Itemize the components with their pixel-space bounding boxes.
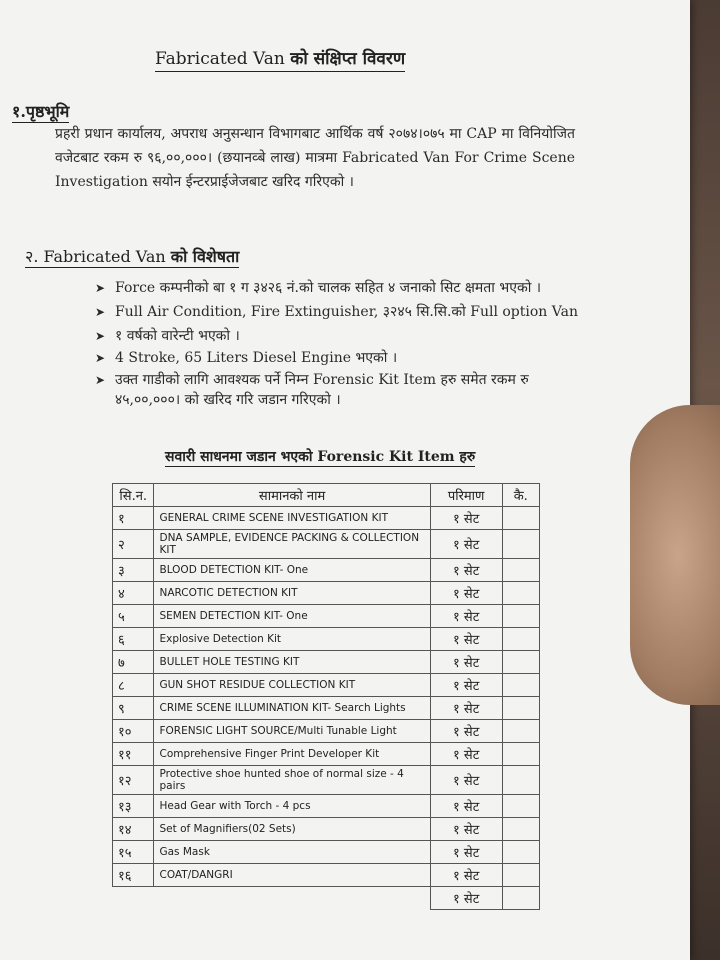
- cell-sn: ५: [113, 605, 154, 628]
- forensic-kit-table: [112, 483, 540, 910]
- table-row: [113, 743, 540, 766]
- cell-qty: १ सेट: [430, 651, 502, 674]
- table-row: [113, 628, 540, 651]
- column-header-sn: सि.न.: [113, 484, 154, 507]
- table-row: [113, 697, 540, 720]
- cell-qty: १ सेट: [430, 720, 502, 743]
- features-list: [95, 278, 595, 412]
- cell-qty: १ सेट: [430, 628, 502, 651]
- table-header-row: [113, 484, 540, 507]
- feature-item: ➤ Full Air Condition, Fire Extinguisher, ३२४५ सि.सि.को Full option Van: [95, 302, 595, 322]
- cell-sn: ११: [113, 743, 154, 766]
- section-heading-background: १.पृष्ठभूमि: [12, 102, 70, 121]
- table-row: [113, 674, 540, 697]
- cell-remarks: [502, 864, 539, 887]
- cell-name: BLOOD DETECTION KIT- One: [154, 559, 430, 582]
- cell-remarks: [502, 582, 539, 605]
- cell-remarks: [502, 841, 539, 864]
- cell-name: NARCOTIC DETECTION KIT: [154, 582, 430, 605]
- cell-extra: [113, 887, 154, 910]
- table-row: [113, 605, 540, 628]
- cell-sn: १०: [113, 720, 154, 743]
- cell-remarks: [502, 530, 539, 559]
- cell-sn: ६: [113, 628, 154, 651]
- cell-remarks: [502, 743, 539, 766]
- cell-sn: ७: [113, 651, 154, 674]
- cell-sn: १४: [113, 818, 154, 841]
- cell-name: Head Gear with Torch - 4 pcs: [154, 795, 430, 818]
- column-header-qty: परिमाण: [430, 484, 502, 507]
- cell-remarks: [502, 651, 539, 674]
- cell-remarks: [502, 628, 539, 651]
- table-row: [113, 720, 540, 743]
- cell-name: Set of Magnifiers(02 Sets): [154, 818, 430, 841]
- background-paragraph: प्रहरी प्रधान कार्यालय, अपराध अनुसन्धान विभागबाट आर्थिक वर्ष २०७४।०७५ मा CAP मा विनियोजित वजेटबाट रकम रु ९६,००,०००। (छयानव्बे लाख) मात्रमा Fabricated Van For Crime Scene Investigation सयोन ईन्टरप्राईजेजबाट खरिद गरिएको ।: [55, 126, 575, 190]
- cell-remarks: [502, 766, 539, 795]
- table-row: [113, 582, 540, 605]
- document-title: Fabricated Van को संक्षिप्त विवरण: [155, 46, 405, 72]
- cell-name: CRIME SCENE ILLUMINATION KIT- Search Lights: [154, 697, 430, 720]
- cell-sn: २: [113, 530, 154, 559]
- table-row: [113, 766, 540, 795]
- column-header-remarks: कै.: [502, 484, 539, 507]
- cell-qty: १ सेट: [430, 530, 502, 559]
- column-header-name: सामानको नाम: [154, 484, 430, 507]
- cell-extra: [502, 887, 539, 910]
- table-row: [113, 530, 540, 559]
- feature-item: ➤ १ वर्षको वारेन्टी भएको ।: [95, 326, 595, 346]
- cell-name: Protective shoe hunted shoe of normal size - 4 pairs: [154, 766, 430, 795]
- cell-name: Comprehensive Finger Print Developer Kit: [154, 743, 430, 766]
- cell-remarks: [502, 674, 539, 697]
- cell-remarks: [502, 605, 539, 628]
- cell-name: FORENSIC LIGHT SOURCE/Multi Tunable Light: [154, 720, 430, 743]
- cell-qty: १ सेट: [430, 582, 502, 605]
- cell-name: COAT/DANGRI: [154, 864, 430, 887]
- table-row: [113, 651, 540, 674]
- cell-sn: ४: [113, 582, 154, 605]
- table-row: [113, 818, 540, 841]
- cell-qty: १ सेट: [430, 697, 502, 720]
- table-row: [113, 795, 540, 818]
- cell-qty: १ सेट: [430, 818, 502, 841]
- section-heading-features: २. Fabricated Van को विशेषता: [25, 247, 240, 266]
- cell-qty: १ सेट: [430, 766, 502, 795]
- cell-remarks: [502, 795, 539, 818]
- feature-item: ➤ Force कम्पनीको बा १ ग ३४२६ नं.को चालक सहित ४ जनाको सिट क्षमता भएको ।: [95, 278, 595, 298]
- cell-extra: [154, 887, 430, 910]
- table-row: [113, 841, 540, 864]
- cell-qty: १ सेट: [430, 674, 502, 697]
- cell-sn: ३: [113, 559, 154, 582]
- feature-item: ➤ 4 Stroke, 65 Liters Diesel Engine भएको ।: [95, 348, 595, 368]
- hand: [630, 405, 720, 705]
- table-row: [113, 559, 540, 582]
- cell-name: GENERAL CRIME SCENE INVESTIGATION KIT: [154, 507, 430, 530]
- cell-name: GUN SHOT RESIDUE COLLECTION KIT: [154, 674, 430, 697]
- cell-sn: १: [113, 507, 154, 530]
- cell-qty: १ सेट: [430, 559, 502, 582]
- cell-name: SEMEN DETECTION KIT- One: [154, 605, 430, 628]
- cell-qty: १ सेट: [430, 841, 502, 864]
- table-title: सवारी साधनमा जडान भएको Forensic Kit Item हरु: [165, 449, 476, 465]
- cell-qty: १ सेट: [430, 507, 502, 530]
- cell-sn: ९: [113, 697, 154, 720]
- cell-remarks: [502, 697, 539, 720]
- cell-remarks: [502, 559, 539, 582]
- cell-qty: १ सेट: [430, 864, 502, 887]
- cell-qty: १ सेट: [430, 795, 502, 818]
- cell-name: BULLET HOLE TESTING KIT: [154, 651, 430, 674]
- cell-qty: १ सेट: [430, 605, 502, 628]
- cell-qty: १ सेट: [430, 743, 502, 766]
- cell-extra: १ सेट: [430, 887, 502, 910]
- cell-sn: १५: [113, 841, 154, 864]
- cell-sn: ८: [113, 674, 154, 697]
- table-row: [113, 507, 540, 530]
- table-row: [113, 864, 540, 887]
- cell-name: Gas Mask: [154, 841, 430, 864]
- table-body: [113, 507, 540, 910]
- cell-name: DNA SAMPLE, EVIDENCE PACKING & COLLECTION KIT: [154, 530, 430, 559]
- feature-item: ➤ उक्त गाडीको लागि आवश्यक पर्ने निम्न Forensic Kit Item हरु समेत रकम रु ४५,००,०००। को खरिद गरि जडान गरिएको ।: [95, 370, 595, 410]
- cell-sn: १६: [113, 864, 154, 887]
- cell-sn: १३: [113, 795, 154, 818]
- cell-remarks: [502, 507, 539, 530]
- cell-remarks: [502, 720, 539, 743]
- table-row: [113, 887, 540, 910]
- cell-sn: १२: [113, 766, 154, 795]
- cell-name: Explosive Detection Kit: [154, 628, 430, 651]
- cell-remarks: [502, 818, 539, 841]
